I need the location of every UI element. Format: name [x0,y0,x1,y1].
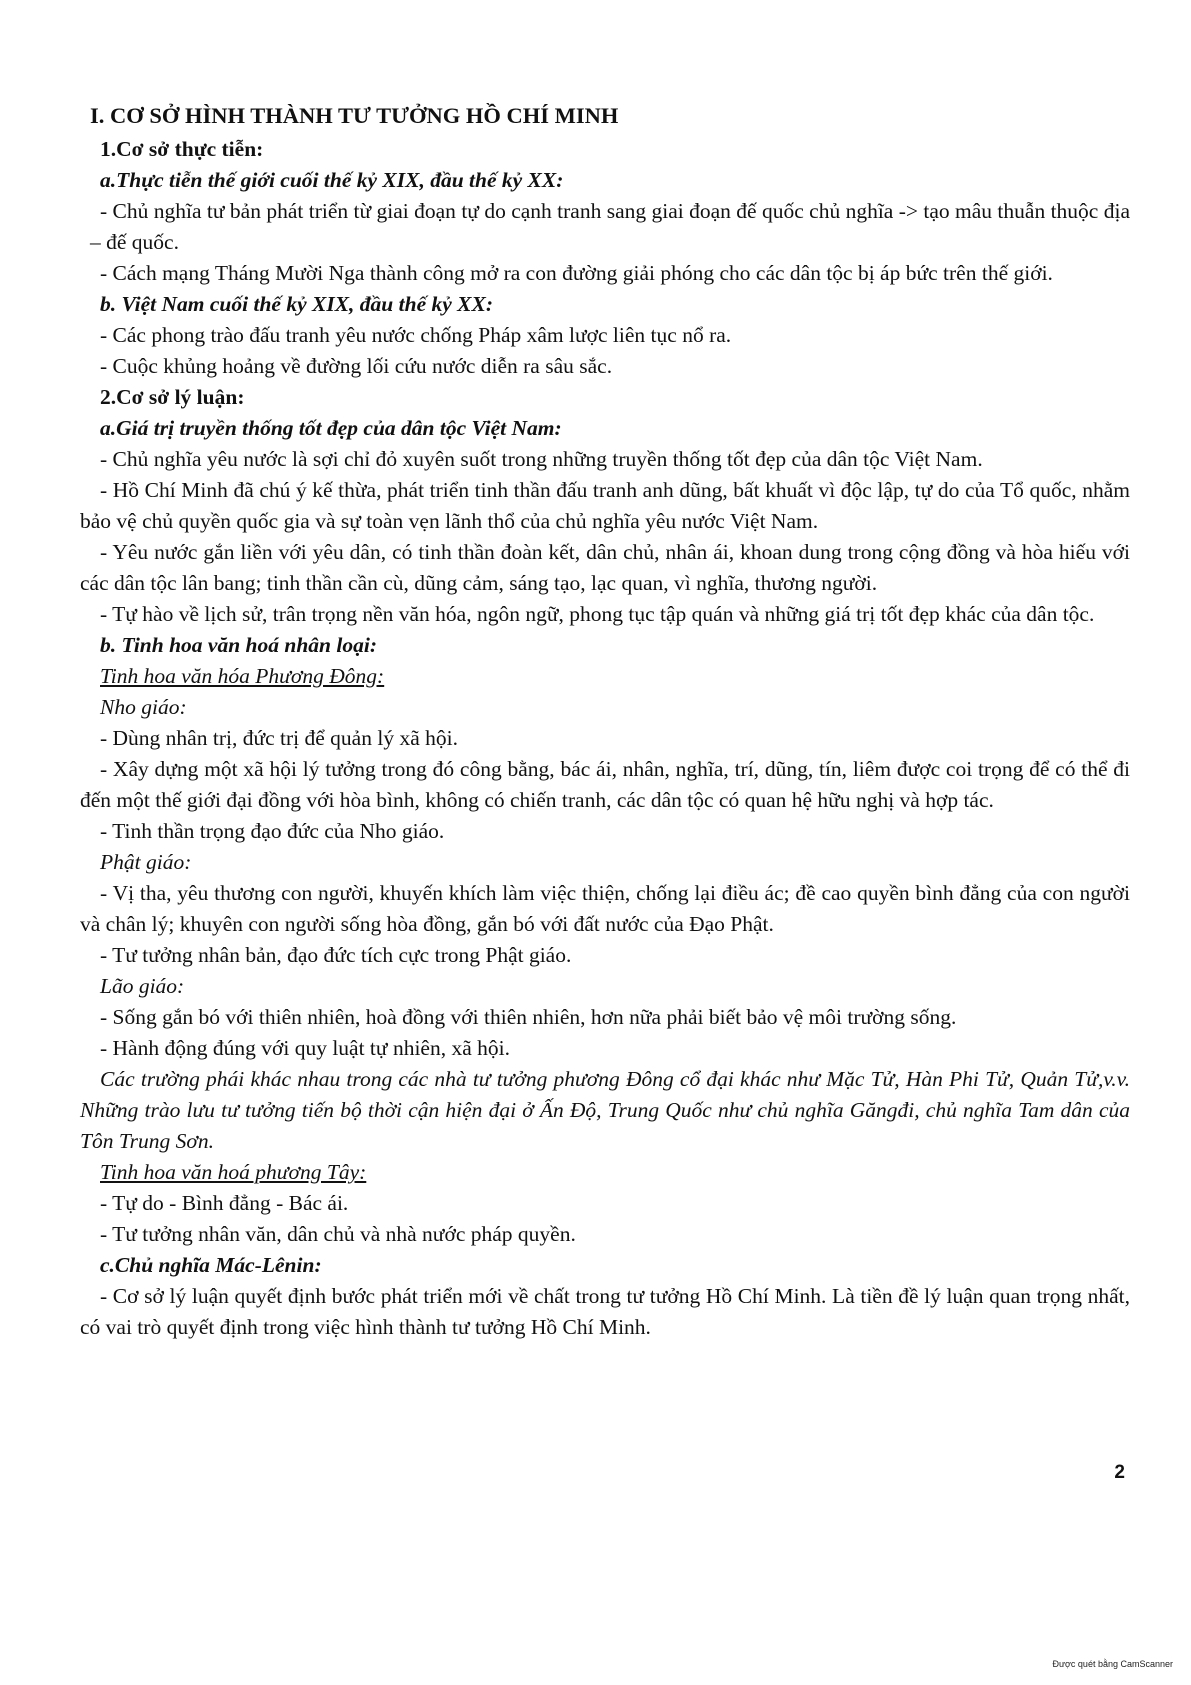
subsection-heading: a.Giá trị truyền thống tốt đẹp của dân tộc Việt Nam: [100,416,562,440]
subsection-heading: b. Tinh hoa văn hoá nhân loại: [100,633,377,657]
section-heading: 1.Cơ sở thực tiễn: [100,137,264,161]
paragraph-italic: Các trường phái khác nhau trong các nhà tư tưởng phương Đông cổ đại khác như Mặc Tử, Hàn Phi Tử, Quản Tử,v.v. Những trào lưu tư tưởng tiến bộ thời cận hiện đại ở Ấn Độ, Trung Quốc như chủ nghĩa Găngđi, chủ nghĩa Tam dân của Tôn Trung Sơn. [80,1067,1130,1153]
paragraph: - Chủ nghĩa tư bản phát triển từ giai đoạn tự do cạnh tranh sang giai đoạn đế quốc chủ nghĩa -> tạo mâu thuẫn thuộc địa – đế quốc. [90,199,1130,254]
paragraph: - Vị tha, yêu thương con người, khuyến khích làm việc thiện, chống lại điều ác; đề cao quyền bình đẳng của con người và chân lý; khuyên con người sống hòa đồng, gắn bó với đất nước của Đạo Phật. [80,881,1130,936]
page-title: I. CƠ SỞ HÌNH THÀNH TƯ TƯỞNG HỒ CHÍ MINH [90,103,619,128]
paragraph: - Hành động đúng với quy luật tự nhiên, xã hội. [100,1036,510,1060]
paragraph: - Cách mạng Tháng Mười Nga thành công mở ra con đường giải phóng cho các dân tộc bị áp bức trên thế giới. [100,261,1053,285]
paragraph: - Các phong trào đấu tranh yêu nước chống Pháp xâm lược liên tục nổ ra. [100,323,732,347]
topic-label: Nho giáo: [100,695,187,719]
document-body [80,98,1130,1343]
topic-label: Phật giáo: [100,850,192,874]
paragraph: - Dùng nhân trị, đức trị để quản lý xã hội. [100,726,458,750]
paragraph: - Tư tưởng nhân bản, đạo đức tích cực trong Phật giáo. [100,943,572,967]
subheading-underlined: Tinh hoa văn hoá phương Tây: [100,1160,367,1184]
topic-label: Lão giáo: [100,974,185,998]
paragraph: - Xây dựng một xã hội lý tưởng trong đó công bằng, bác ái, nhân, nghĩa, trí, dũng, tín, liêm được coi trọng để có thể đi đến một thế giới đại đồng với hòa bình, không có chiến tranh, các dân tộc có quan hệ hữu nghị và hợp tác. [80,757,1130,812]
subheading-underlined: Tinh hoa văn hóa Phương Đông: [100,664,385,688]
subsection-heading: c.Chủ nghĩa Mác-Lênin: [100,1253,322,1277]
paragraph: - Tự do - Bình đẳng - Bác ái. [100,1191,349,1215]
paragraph: - Chủ nghĩa yêu nước là sợi chỉ đỏ xuyên suốt trong những truyền thống tốt đẹp của dân tộc Việt Nam. [100,447,983,471]
paragraph: - Cơ sở lý luận quyết định bước phát triển mới về chất trong tư tưởng Hồ Chí Minh. Là tiền đề lý luận quan trọng nhất, có vai trò quyết định trong việc hình thành tư tưởng Hồ Chí Minh. [80,1284,1130,1339]
subsection-heading: a.Thực tiễn thế giới cuối thế kỷ XIX, đầu thế kỷ XX: [100,168,564,192]
paragraph: - Tinh thần trọng đạo đức của Nho giáo. [100,819,445,843]
paragraph: - Yêu nước gắn liền với yêu dân, có tinh thần đoàn kết, dân chủ, nhân ái, khoan dung trong cộng đồng và hòa hiếu với các dân tộc lân bang; tinh thần cần cù, dũng cảm, sáng tạo, lạc quan, vì nghĩa, thương người. [80,540,1130,595]
subsection-heading: b. Việt Nam cuối thế kỷ XIX, đầu thế kỷ XX: [100,292,493,316]
paragraph: - Tự hào về lịch sử, trân trọng nền văn hóa, ngôn ngữ, phong tục tập quán và những giá trị tốt đẹp khác của dân tộc. [100,602,1095,626]
section-heading: 2.Cơ sở lý luận: [100,385,245,409]
paragraph: - Cuộc khủng hoảng về đường lối cứu nước diễn ra sâu sắc. [100,354,613,378]
paragraph: - Tư tưởng nhân văn, dân chủ và nhà nước pháp quyền. [100,1222,576,1246]
paragraph: - Hồ Chí Minh đã chú ý kế thừa, phát triển tinh thần đấu tranh anh dũng, bất khuất vì độc lập, tự do của Tổ quốc, nhằm bảo vệ chủ quyền quốc gia và sự toàn vẹn lãnh thổ của chủ nghĩa yêu nước Việt Nam. [80,478,1130,533]
page-number: 2 [1114,1462,1125,1483]
scanner-watermark-text: Được quét bằng CamScanner [1052,1659,1173,1669]
paragraph: - Sống gắn bó với thiên nhiên, hoà đồng với thiên nhiên, hơn nữa phải biết bảo vệ môi trường sống. [100,1005,957,1029]
